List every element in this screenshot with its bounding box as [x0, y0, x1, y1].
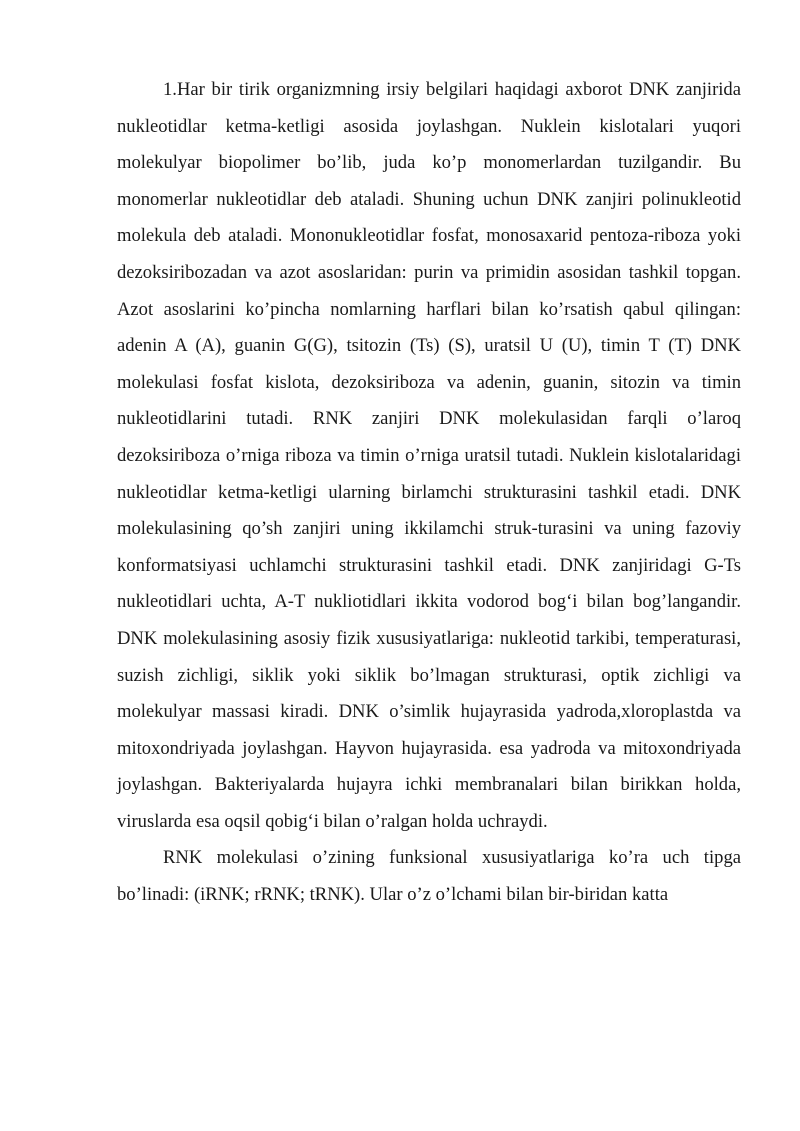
paragraph-2: RNK molekulasi o’zining funksional xususiyatlariga ko’ra uch tipga bo’linadi: (iRNK; rRNK; tRNK). Ular o’z o’lchami bilan bir-biridan katta — [117, 847, 741, 906]
body-text — [117, 72, 741, 914]
paragraph-1: 1.Har bir tirik organizmning irsiy belgilari haqidagi axborot DNK zanjirida nukleotidlar ketma-ketligi asosida joylashgan. Nuklein kislotalari yuqori molekulyar biopolimer bo’lib, juda ko’p monomerlardan tuzilgandir. Bu monomerlar nukleotidlar deb ataladi. Shuning uchun DNK zanjiri polinukleotid molekula deb ataladi. Mononukleotidlar fosfat, monosaxarid pentoza-riboza yoki dezoksiribozadan va azot asoslaridan: purin va primidin asosidan tashkil topgan. Azot asoslarini ko’pincha nomlarning harflari bilan ko’rsatish qabul qilingan: adenin A (A), guanin G(G), tsitozin (Ts) (S), uratsil U (U), timin T (T) DNK molekulasi fosfat kislota, dezoksiriboza va adenin, guanin, sitozin va timin nukleotidlarini tutadi. RNK zanjiri DNK molekulasidan farqli o’laroq dezoksiriboza o’rniga riboza va timin o’rniga uratsil tutadi. Nuklein kislotalaridagi nukleotidlar ketma-ketligi ularning birlamchi strukturasini tashkil etadi. DNK molekulasining qo’sh zanjiri uning ikkilamchi struk-turasini va uning fazoviy konformatsiyasi uchlamchi strukturasini tashkil etadi. DNK zanjiridagi G-Ts nukleotidlari uchta, A-T nukliotidlari ikkita vodorod bog‘i bilan bog’langandir. DNK molekulasining asosiy fizik xususiyatlariga: nukleotid tarkibi, temperaturasi, suzish zichligi, siklik yoki siklik bo’lmagan strukturasi, optik zichligi va molekulyar massasi kiradi. DNK o’simlik hujayrasida yadroda,xloroplastda va mitoxondriyada joylashgan. Hayvon hujayrasida. esa yadroda va mitoxondriyada joylashgan. Bakteriyalarda hujayra ichki membranalari bilan birikkan holda, viruslarda esa oqsil qobig‘i bilan o’ralgan holda uchraydi. — [117, 79, 741, 832]
